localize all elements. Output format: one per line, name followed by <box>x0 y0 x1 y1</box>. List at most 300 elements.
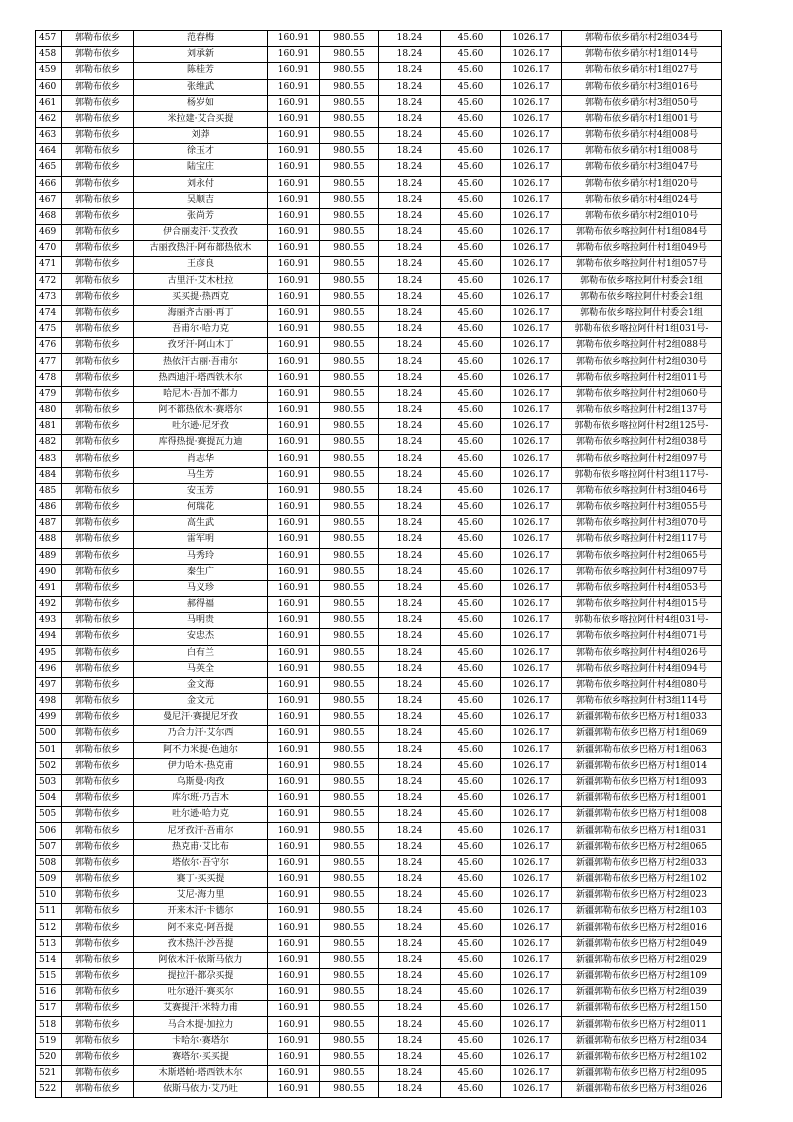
address-cell: 新疆郭勒布依乡巴格万村2组095 <box>562 1066 722 1082</box>
name-cell: 陈桂芳 <box>134 63 268 79</box>
table-row <box>36 839 722 855</box>
table-row <box>36 128 722 144</box>
name-cell: 赛塔尔·买买提 <box>134 1049 268 1065</box>
address-cell: 郭勒布依乡硝尔村4组024号 <box>562 192 722 208</box>
name-cell: 塔依尔·吾守尔 <box>134 855 268 871</box>
address-cell: 郭勒布依乡喀拉阿什村2组117号 <box>562 532 722 548</box>
value-cell-2: 980.55 <box>320 613 379 629</box>
row-number: 500 <box>36 726 62 742</box>
township-cell: 郭勒布依乡 <box>62 402 134 418</box>
value-cell-4: 45.60 <box>441 499 501 515</box>
name-cell: 范春梅 <box>134 31 268 47</box>
value-cell-3: 18.24 <box>379 710 441 726</box>
value-cell-2: 980.55 <box>320 128 379 144</box>
table-body <box>36 31 722 1098</box>
value-cell-1: 160.91 <box>268 451 320 467</box>
value-cell-5: 1026.17 <box>501 354 562 370</box>
value-cell-3: 18.24 <box>379 305 441 321</box>
row-number: 458 <box>36 47 62 63</box>
row-number: 482 <box>36 435 62 451</box>
name-cell: 陆宝庄 <box>134 160 268 176</box>
table-row <box>36 111 722 127</box>
table-row <box>36 968 722 984</box>
address-cell: 郭勒布依乡喀拉阿什村2组125号- <box>562 419 722 435</box>
value-cell-5: 1026.17 <box>501 613 562 629</box>
row-number: 521 <box>36 1066 62 1082</box>
value-cell-3: 18.24 <box>379 483 441 499</box>
value-cell-2: 980.55 <box>320 920 379 936</box>
value-cell-4: 45.60 <box>441 305 501 321</box>
table-row <box>36 516 722 532</box>
row-number: 518 <box>36 1017 62 1033</box>
table-row <box>36 985 722 1001</box>
value-cell-2: 980.55 <box>320 338 379 354</box>
row-number: 474 <box>36 305 62 321</box>
address-cell: 郭勒布依乡喀拉阿什村3组046号 <box>562 483 722 499</box>
name-cell: 赛丁·买买提 <box>134 871 268 887</box>
value-cell-3: 18.24 <box>379 661 441 677</box>
township-cell: 郭勒布依乡 <box>62 386 134 402</box>
name-cell: 张维武 <box>134 79 268 95</box>
name-cell: 阿不来克·阿吾提 <box>134 920 268 936</box>
value-cell-1: 160.91 <box>268 338 320 354</box>
value-cell-2: 980.55 <box>320 985 379 1001</box>
value-cell-2: 980.55 <box>320 888 379 904</box>
value-cell-2: 980.55 <box>320 580 379 596</box>
value-cell-2: 980.55 <box>320 402 379 418</box>
address-cell: 郭勒布依乡喀拉阿什村3组070号 <box>562 516 722 532</box>
value-cell-5: 1026.17 <box>501 774 562 790</box>
table-row <box>36 419 722 435</box>
value-cell-5: 1026.17 <box>501 1082 562 1098</box>
township-cell: 郭勒布依乡 <box>62 1082 134 1098</box>
table-row <box>36 952 722 968</box>
table-row <box>36 694 722 710</box>
township-cell: 郭勒布依乡 <box>62 855 134 871</box>
value-cell-4: 45.60 <box>441 241 501 257</box>
name-cell: 何瑞花 <box>134 499 268 515</box>
address-cell: 郭勒布依乡喀拉阿什村4组053号 <box>562 580 722 596</box>
township-cell: 郭勒布依乡 <box>62 920 134 936</box>
value-cell-1: 160.91 <box>268 79 320 95</box>
township-cell: 郭勒布依乡 <box>62 1066 134 1082</box>
row-number: 505 <box>36 807 62 823</box>
value-cell-3: 18.24 <box>379 1049 441 1065</box>
value-cell-3: 18.24 <box>379 47 441 63</box>
value-cell-3: 18.24 <box>379 322 441 338</box>
value-cell-1: 160.91 <box>268 677 320 693</box>
table-row <box>36 305 722 321</box>
township-cell: 郭勒布依乡 <box>62 483 134 499</box>
value-cell-1: 160.91 <box>268 645 320 661</box>
value-cell-5: 1026.17 <box>501 807 562 823</box>
name-cell: 吐尔逊汗·赛买尔 <box>134 985 268 1001</box>
row-number: 467 <box>36 192 62 208</box>
address-cell: 郭勒布依乡喀拉阿什村1组049号 <box>562 241 722 257</box>
address-cell: 郭勒布依乡喀拉阿什村4组080号 <box>562 677 722 693</box>
table-row <box>36 1033 722 1049</box>
value-cell-5: 1026.17 <box>501 888 562 904</box>
value-cell-2: 980.55 <box>320 257 379 273</box>
township-cell: 郭勒布依乡 <box>62 758 134 774</box>
township-cell: 郭勒布依乡 <box>62 516 134 532</box>
value-cell-3: 18.24 <box>379 694 441 710</box>
township-cell: 郭勒布依乡 <box>62 888 134 904</box>
value-cell-5: 1026.17 <box>501 839 562 855</box>
name-cell: 艾赛提汗·米特力甫 <box>134 1001 268 1017</box>
township-cell: 郭勒布依乡 <box>62 354 134 370</box>
township-cell: 郭勒布依乡 <box>62 774 134 790</box>
value-cell-1: 160.91 <box>268 1049 320 1065</box>
value-cell-5: 1026.17 <box>501 791 562 807</box>
table-row <box>36 1049 722 1065</box>
name-cell: 马生芳 <box>134 467 268 483</box>
row-number: 497 <box>36 677 62 693</box>
table-row <box>36 467 722 483</box>
value-cell-2: 980.55 <box>320 1049 379 1065</box>
township-cell: 郭勒布依乡 <box>62 31 134 47</box>
address-cell: 郭勒布依乡喀拉阿什村2组038号 <box>562 435 722 451</box>
township-cell: 郭勒布依乡 <box>62 241 134 257</box>
value-cell-3: 18.24 <box>379 1066 441 1082</box>
value-cell-1: 160.91 <box>268 160 320 176</box>
value-cell-5: 1026.17 <box>501 208 562 224</box>
township-cell: 郭勒布依乡 <box>62 839 134 855</box>
township-cell: 郭勒布依乡 <box>62 871 134 887</box>
name-cell: 木斯塔帕·塔西铁木尔 <box>134 1066 268 1082</box>
value-cell-4: 45.60 <box>441 128 501 144</box>
address-cell: 郭勒布依乡喀拉阿什村1组057号 <box>562 257 722 273</box>
township-cell: 郭勒布依乡 <box>62 952 134 968</box>
township-cell: 郭勒布依乡 <box>62 1033 134 1049</box>
value-cell-1: 160.91 <box>268 564 320 580</box>
name-cell: 阿不都热依木·赛塔尔 <box>134 402 268 418</box>
table-row <box>36 645 722 661</box>
address-cell: 郭勒布依乡喀拉阿什村2组060号 <box>562 386 722 402</box>
value-cell-4: 45.60 <box>441 402 501 418</box>
address-cell: 新疆郭勒布依乡巴格万村3组026 <box>562 1082 722 1098</box>
name-cell: 古里汗·艾木杜拉 <box>134 273 268 289</box>
value-cell-1: 160.91 <box>268 322 320 338</box>
row-number: 513 <box>36 936 62 952</box>
value-cell-2: 980.55 <box>320 823 379 839</box>
value-cell-1: 160.91 <box>268 111 320 127</box>
value-cell-2: 980.55 <box>320 1001 379 1017</box>
township-cell: 郭勒布依乡 <box>62 338 134 354</box>
value-cell-4: 45.60 <box>441 629 501 645</box>
value-cell-3: 18.24 <box>379 726 441 742</box>
address-cell: 郭勒布依乡喀拉阿什村4组071号 <box>562 629 722 645</box>
value-cell-5: 1026.17 <box>501 402 562 418</box>
value-cell-5: 1026.17 <box>501 1066 562 1082</box>
value-cell-2: 980.55 <box>320 273 379 289</box>
row-number: 469 <box>36 225 62 241</box>
value-cell-3: 18.24 <box>379 95 441 111</box>
address-cell: 新疆郭勒布依乡巴格万村2组039 <box>562 985 722 1001</box>
township-cell: 郭勒布依乡 <box>62 305 134 321</box>
value-cell-4: 45.60 <box>441 208 501 224</box>
value-cell-4: 45.60 <box>441 710 501 726</box>
township-cell: 郭勒布依乡 <box>62 661 134 677</box>
value-cell-4: 45.60 <box>441 807 501 823</box>
township-cell: 郭勒布依乡 <box>62 63 134 79</box>
value-cell-2: 980.55 <box>320 710 379 726</box>
row-number: 484 <box>36 467 62 483</box>
township-cell: 郭勒布依乡 <box>62 176 134 192</box>
table-row <box>36 1017 722 1033</box>
value-cell-5: 1026.17 <box>501 1033 562 1049</box>
value-cell-2: 980.55 <box>320 1033 379 1049</box>
township-cell: 郭勒布依乡 <box>62 467 134 483</box>
name-cell: 孜木热汗·沙吾提 <box>134 936 268 952</box>
table-row <box>36 338 722 354</box>
value-cell-2: 980.55 <box>320 726 379 742</box>
value-cell-2: 980.55 <box>320 208 379 224</box>
address-cell: 新疆郭勒布依乡巴格万村1组063 <box>562 742 722 758</box>
value-cell-5: 1026.17 <box>501 289 562 305</box>
value-cell-2: 980.55 <box>320 192 379 208</box>
value-cell-4: 45.60 <box>441 985 501 1001</box>
value-cell-4: 45.60 <box>441 661 501 677</box>
name-cell: 张尚芳 <box>134 208 268 224</box>
table-row <box>36 726 722 742</box>
value-cell-4: 45.60 <box>441 597 501 613</box>
address-cell: 新疆郭勒布依乡巴格万村2组029 <box>562 952 722 968</box>
value-cell-4: 45.60 <box>441 144 501 160</box>
value-cell-4: 45.60 <box>441 823 501 839</box>
value-cell-5: 1026.17 <box>501 63 562 79</box>
value-cell-3: 18.24 <box>379 839 441 855</box>
value-cell-4: 45.60 <box>441 160 501 176</box>
name-cell: 秦生广 <box>134 564 268 580</box>
value-cell-5: 1026.17 <box>501 758 562 774</box>
table-row <box>36 47 722 63</box>
value-cell-4: 45.60 <box>441 289 501 305</box>
value-cell-3: 18.24 <box>379 419 441 435</box>
table-row <box>36 532 722 548</box>
row-number: 502 <box>36 758 62 774</box>
value-cell-3: 18.24 <box>379 888 441 904</box>
value-cell-4: 45.60 <box>441 1066 501 1082</box>
value-cell-2: 980.55 <box>320 1017 379 1033</box>
value-cell-4: 45.60 <box>441 904 501 920</box>
value-cell-1: 160.91 <box>268 483 320 499</box>
table-row <box>36 483 722 499</box>
value-cell-5: 1026.17 <box>501 920 562 936</box>
value-cell-3: 18.24 <box>379 742 441 758</box>
address-cell: 新疆郭勒布依乡巴格万村1组069 <box>562 726 722 742</box>
value-cell-2: 980.55 <box>320 499 379 515</box>
name-cell: 海丽齐古丽·再丁 <box>134 305 268 321</box>
table-row <box>36 564 722 580</box>
value-cell-5: 1026.17 <box>501 499 562 515</box>
table-row <box>36 677 722 693</box>
row-number: 461 <box>36 95 62 111</box>
value-cell-1: 160.91 <box>268 791 320 807</box>
value-cell-3: 18.24 <box>379 273 441 289</box>
value-cell-3: 18.24 <box>379 791 441 807</box>
address-cell: 郭勒布依乡喀拉阿什村2组088号 <box>562 338 722 354</box>
value-cell-3: 18.24 <box>379 208 441 224</box>
address-cell: 新疆郭勒布依乡巴格万村1组093 <box>562 774 722 790</box>
row-number: 462 <box>36 111 62 127</box>
name-cell: 郝得福 <box>134 597 268 613</box>
value-cell-2: 980.55 <box>320 144 379 160</box>
value-cell-2: 980.55 <box>320 47 379 63</box>
value-cell-5: 1026.17 <box>501 694 562 710</box>
name-cell: 吴顺吉 <box>134 192 268 208</box>
value-cell-5: 1026.17 <box>501 710 562 726</box>
township-cell: 郭勒布依乡 <box>62 111 134 127</box>
value-cell-2: 980.55 <box>320 1066 379 1082</box>
value-cell-1: 160.91 <box>268 774 320 790</box>
value-cell-4: 45.60 <box>441 774 501 790</box>
value-cell-2: 980.55 <box>320 597 379 613</box>
name-cell: 卡哈尔·赛塔尔 <box>134 1033 268 1049</box>
value-cell-2: 980.55 <box>320 774 379 790</box>
name-cell: 热西迪汗·塔西铁木尔 <box>134 370 268 386</box>
value-cell-4: 45.60 <box>441 192 501 208</box>
address-cell: 郭勒布依乡喀拉阿什村3组097号 <box>562 564 722 580</box>
name-cell: 刘承新 <box>134 47 268 63</box>
value-cell-4: 45.60 <box>441 1033 501 1049</box>
address-cell: 郭勒布依乡喀拉阿什村2组011号 <box>562 370 722 386</box>
name-cell: 吐尔逊·哈力克 <box>134 807 268 823</box>
table-row <box>36 435 722 451</box>
value-cell-3: 18.24 <box>379 936 441 952</box>
value-cell-3: 18.24 <box>379 467 441 483</box>
table-row <box>36 225 722 241</box>
row-number: 475 <box>36 322 62 338</box>
value-cell-1: 160.91 <box>268 386 320 402</box>
township-cell: 郭勒布依乡 <box>62 710 134 726</box>
value-cell-1: 160.91 <box>268 273 320 289</box>
table-row <box>36 370 722 386</box>
name-cell: 雷军明 <box>134 532 268 548</box>
value-cell-5: 1026.17 <box>501 370 562 386</box>
township-cell: 郭勒布依乡 <box>62 985 134 1001</box>
value-cell-5: 1026.17 <box>501 257 562 273</box>
township-cell: 郭勒布依乡 <box>62 807 134 823</box>
value-cell-4: 45.60 <box>441 483 501 499</box>
value-cell-2: 980.55 <box>320 645 379 661</box>
value-cell-4: 45.60 <box>441 322 501 338</box>
value-cell-1: 160.91 <box>268 710 320 726</box>
row-number: 512 <box>36 920 62 936</box>
value-cell-5: 1026.17 <box>501 483 562 499</box>
value-cell-5: 1026.17 <box>501 338 562 354</box>
name-cell: 金文元 <box>134 694 268 710</box>
table-row <box>36 79 722 95</box>
row-number: 517 <box>36 1001 62 1017</box>
value-cell-3: 18.24 <box>379 613 441 629</box>
value-cell-1: 160.91 <box>268 580 320 596</box>
row-number: 515 <box>36 968 62 984</box>
township-cell: 郭勒布依乡 <box>62 225 134 241</box>
value-cell-3: 18.24 <box>379 144 441 160</box>
table-row <box>36 871 722 887</box>
township-cell: 郭勒布依乡 <box>62 1017 134 1033</box>
township-cell: 郭勒布依乡 <box>62 694 134 710</box>
row-number: 457 <box>36 31 62 47</box>
value-cell-1: 160.91 <box>268 758 320 774</box>
value-cell-5: 1026.17 <box>501 1049 562 1065</box>
name-cell: 马明贵 <box>134 613 268 629</box>
name-cell: 安玉芳 <box>134 483 268 499</box>
value-cell-4: 45.60 <box>441 968 501 984</box>
value-cell-3: 18.24 <box>379 1082 441 1098</box>
row-number: 488 <box>36 532 62 548</box>
row-number: 487 <box>36 516 62 532</box>
value-cell-2: 980.55 <box>320 548 379 564</box>
value-cell-5: 1026.17 <box>501 451 562 467</box>
value-cell-2: 980.55 <box>320 31 379 47</box>
value-cell-5: 1026.17 <box>501 823 562 839</box>
address-cell: 郭勒布依乡喀拉阿什村1组031号- <box>562 322 722 338</box>
table-row <box>36 144 722 160</box>
value-cell-5: 1026.17 <box>501 144 562 160</box>
value-cell-3: 18.24 <box>379 920 441 936</box>
value-cell-1: 160.91 <box>268 629 320 645</box>
value-cell-4: 45.60 <box>441 47 501 63</box>
value-cell-1: 160.91 <box>268 208 320 224</box>
value-cell-4: 45.60 <box>441 467 501 483</box>
value-cell-3: 18.24 <box>379 823 441 839</box>
value-cell-5: 1026.17 <box>501 79 562 95</box>
value-cell-5: 1026.17 <box>501 516 562 532</box>
value-cell-3: 18.24 <box>379 225 441 241</box>
data-table <box>35 30 722 1098</box>
value-cell-4: 45.60 <box>441 548 501 564</box>
value-cell-2: 980.55 <box>320 305 379 321</box>
value-cell-3: 18.24 <box>379 548 441 564</box>
value-cell-3: 18.24 <box>379 580 441 596</box>
address-cell: 郭勒布依乡硝尔村2组034号 <box>562 31 722 47</box>
table-row <box>36 548 722 564</box>
name-cell: 马英全 <box>134 661 268 677</box>
value-cell-5: 1026.17 <box>501 386 562 402</box>
value-cell-2: 980.55 <box>320 111 379 127</box>
value-cell-2: 980.55 <box>320 435 379 451</box>
value-cell-2: 980.55 <box>320 483 379 499</box>
name-cell: 乌斯曼·肉孜 <box>134 774 268 790</box>
name-cell: 孜牙汗·阿山木丁 <box>134 338 268 354</box>
address-cell: 新疆郭勒布依乡巴格万村2组065 <box>562 839 722 855</box>
row-number: 503 <box>36 774 62 790</box>
value-cell-2: 980.55 <box>320 176 379 192</box>
value-cell-1: 160.91 <box>268 192 320 208</box>
value-cell-2: 980.55 <box>320 79 379 95</box>
value-cell-2: 980.55 <box>320 289 379 305</box>
address-cell: 郭勒布依乡硝尔村1组027号 <box>562 63 722 79</box>
table-row <box>36 95 722 111</box>
address-cell: 新疆郭勒布依乡巴格万村1组031 <box>562 823 722 839</box>
value-cell-5: 1026.17 <box>501 629 562 645</box>
value-cell-5: 1026.17 <box>501 871 562 887</box>
value-cell-1: 160.91 <box>268 904 320 920</box>
address-cell: 郭勒布依乡喀拉阿什村3组114号 <box>562 694 722 710</box>
value-cell-4: 45.60 <box>441 645 501 661</box>
value-cell-4: 45.60 <box>441 95 501 111</box>
row-number: 485 <box>36 483 62 499</box>
address-cell: 新疆郭勒布依乡巴格万村2组150 <box>562 1001 722 1017</box>
name-cell: 吾甫尔·哈力克 <box>134 322 268 338</box>
table-row <box>36 758 722 774</box>
table-row <box>36 208 722 224</box>
value-cell-1: 160.91 <box>268 548 320 564</box>
row-number: 493 <box>36 613 62 629</box>
value-cell-2: 980.55 <box>320 354 379 370</box>
